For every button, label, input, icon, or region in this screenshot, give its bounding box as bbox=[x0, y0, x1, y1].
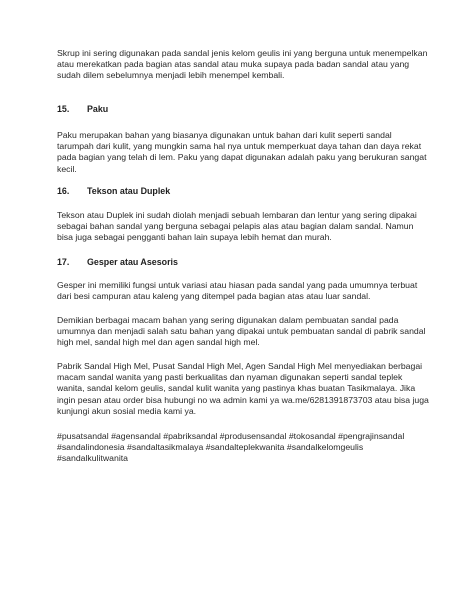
section-title: Paku bbox=[87, 104, 109, 114]
section-number: 15. bbox=[57, 104, 70, 114]
section-number: 17. bbox=[57, 257, 70, 267]
section-paragraph-15: Paku merupakan bahan yang biasanya digunakan untuk bahan dari kulit seperti sandal tarumpah dari kulit, yang mungkin sama hal nya untuk memperkuat daya tahan dan daya rekat pada bagian yang telah di lem. Paku yang dapat digunakan adalah paku yang berukuran sangat kecil. bbox=[57, 130, 427, 174]
contact-paragraph: Pabrik Sandal High Mel, Pusat Sandal High Mel, Agen Sandal High Mel menyediakan berbagai macam sandal wanita yang pasti berkualitas dan nyaman digunakan seperti sandal teplek wanita, sandal kelom geulis, sandal kulit wanita yang pastinya khas buatan Tasikmalaya. Jika ingin pesan atau order bisa hubungi no wa admin kami ya wa.me/6281391873703 atau bisa juga kunjungi akun sosial media kami ya. bbox=[57, 361, 429, 416]
section-number: 16. bbox=[57, 186, 70, 196]
closing-paragraph: Demikian berbagai macam bahan yang sering digunakan dalam pembuatan sandal pada umumnya dan menjadi salah satu bahan yang dipakai untuk pembuatan sandal di pabrik sandal high mel, sandal high mel dan agen sandal high mel. bbox=[57, 315, 426, 348]
section-heading-15 bbox=[57, 104, 108, 115]
section-title: Gesper atau Asesoris bbox=[87, 257, 178, 267]
intro-paragraph: Skrup ini sering digunakan pada sandal jenis kelom geulis ini yang berguna untuk menempelkan atau merekatkan pada bagian atas sandal atau muka supaya pada badan sandal atau yang sudah dilem sebelumnya menjadi lebih menempel kembali. bbox=[57, 48, 428, 81]
section-heading-17 bbox=[57, 257, 178, 268]
section-paragraph-16: Tekson atau Duplek ini sudah diolah menjadi sebuah lembaran dan lentur yang sering dipakai sebagai bahan sandal yang berguna sebagai pelapis alas atau bagian dalam sandal. Namun bisa juga sebagai pengganti bahan lain supaya lebih hemat dan murah. bbox=[57, 210, 417, 243]
section-title: Tekson atau Duplek bbox=[87, 186, 171, 196]
section-heading-16 bbox=[57, 186, 170, 197]
section-paragraph-17: Gesper ini memiliki fungsi untuk variasi atau hiasan pada sandal yang pada umumnya terbuat dari besi campuran atau kaleng yang ditempel pada bagian atas atau luar sandal. bbox=[57, 280, 418, 302]
hashtags-paragraph: #pusatsandal #agensandal #pabriksandal #produsensandal #tokosandal #pengrajinsandal #sandalindonesia #sandaltasikmalaya #sandalteplekwanita #sandalkelomgeulis #sandalkulitwanita bbox=[57, 431, 405, 464]
